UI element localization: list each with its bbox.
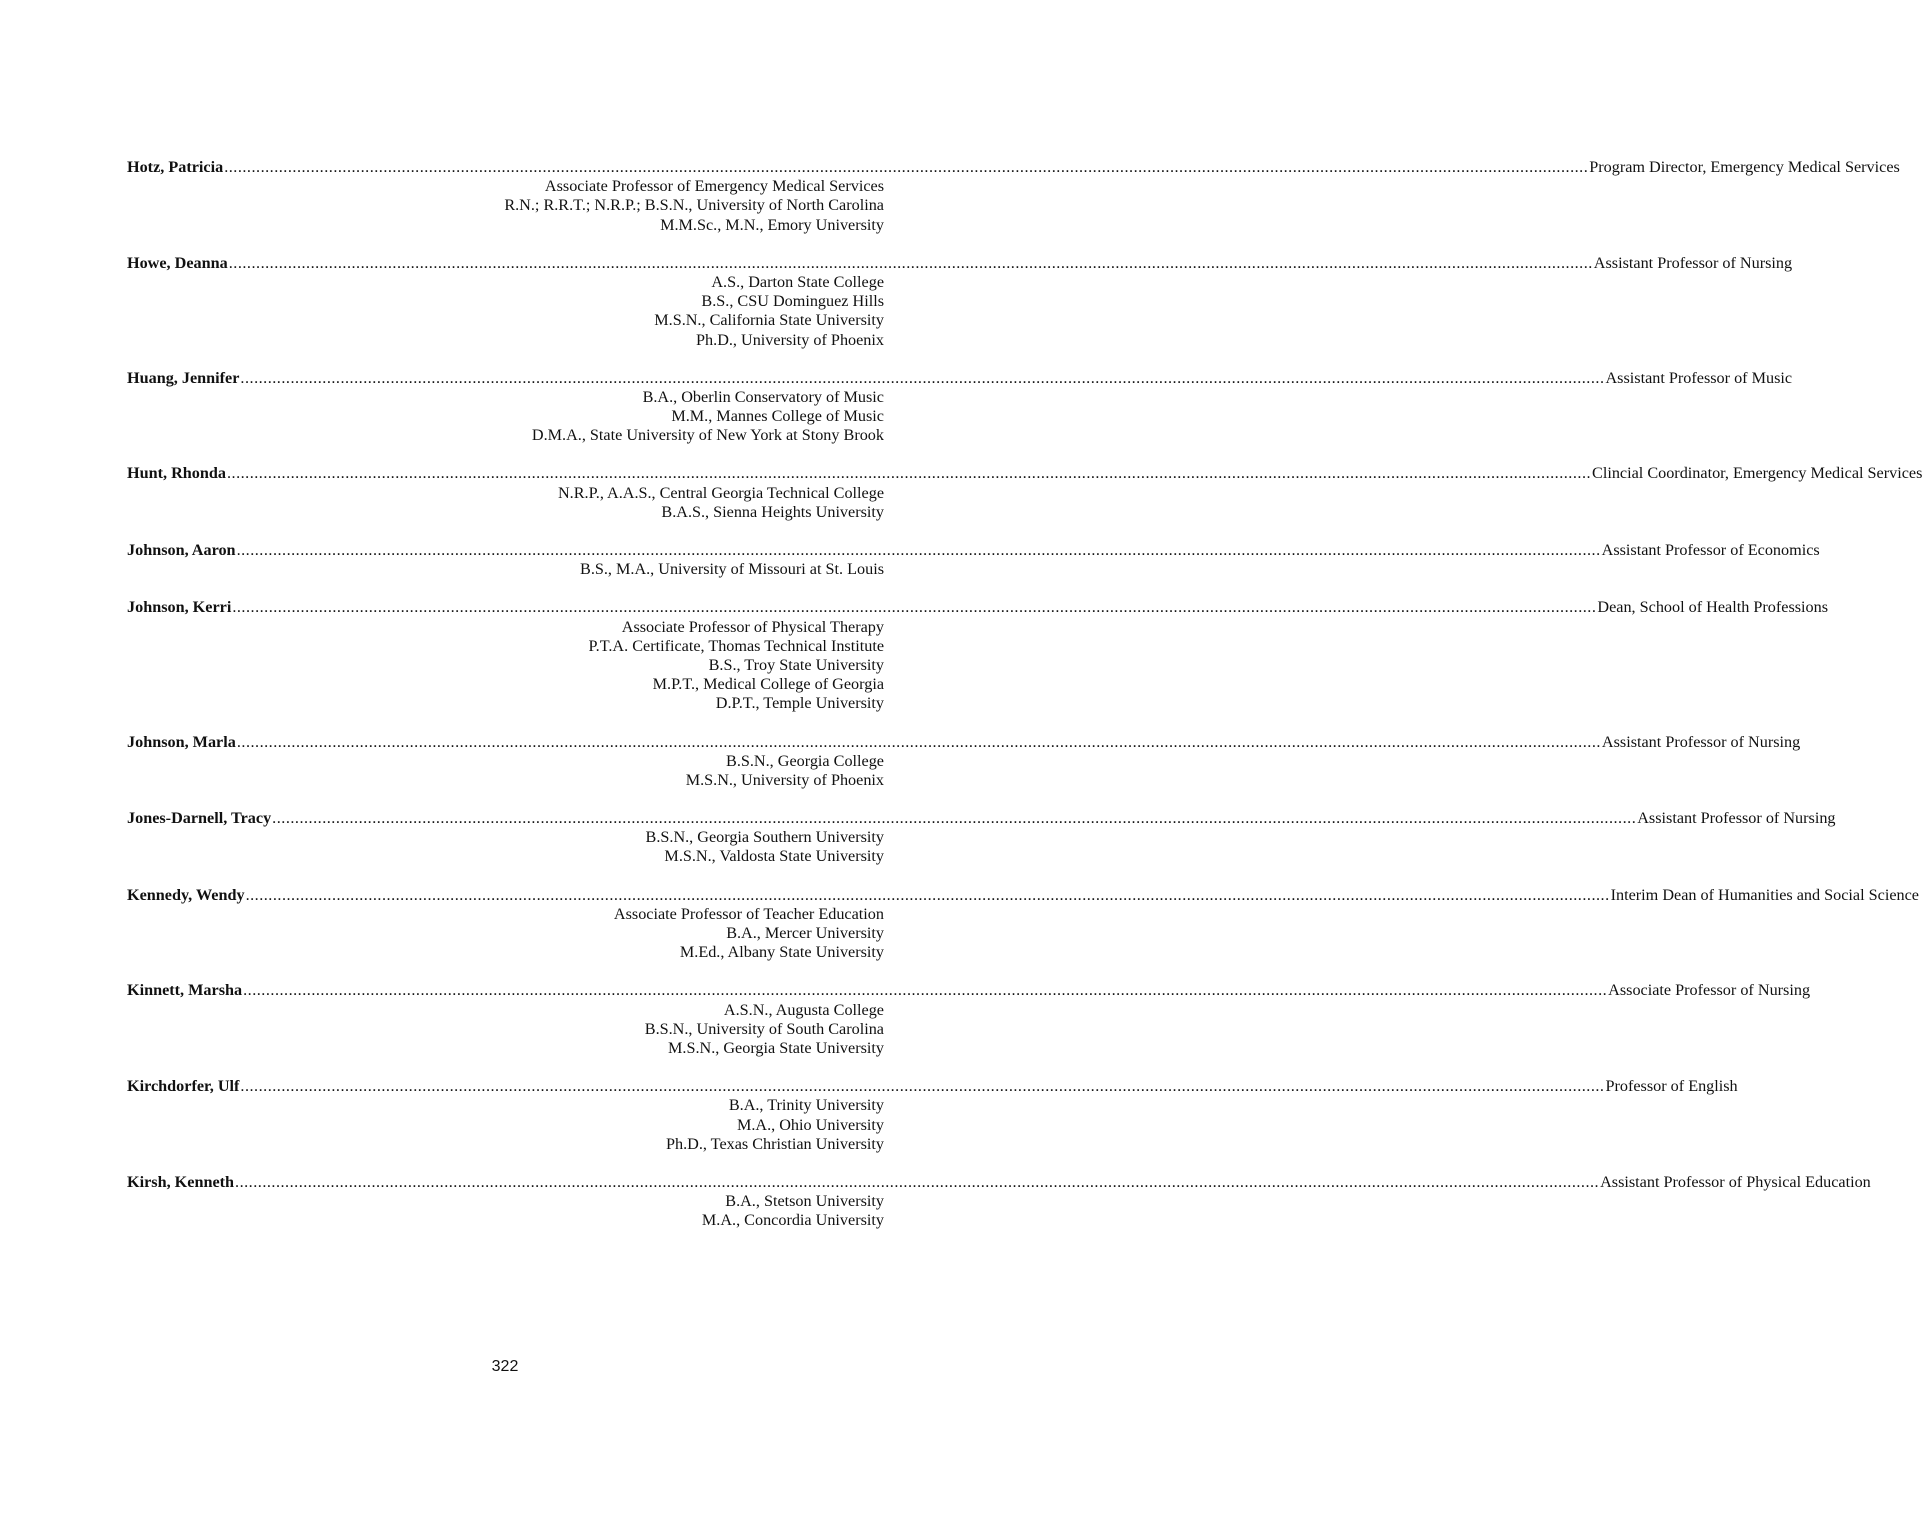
entry-heading-line [127, 158, 1900, 177]
entry-heading-line [127, 732, 1801, 752]
faculty-entry [127, 1172, 1871, 1231]
page-number: 322 [491, 1358, 519, 1375]
entry-heading-line [127, 1172, 1871, 1192]
faculty-entry [127, 253, 1793, 350]
faculty-credential: M.S.N., California State University [654, 311, 884, 330]
faculty-entry [127, 885, 1919, 963]
faculty-credential: D.M.A., State University of New York at Stony Brook [531, 426, 884, 445]
faculty-title: Assistant Professor of Economics [1601, 541, 1820, 559]
faculty-name: Johnson, Aaron [127, 541, 236, 559]
faculty-title: Assistant Professor of Physical Education [1600, 1172, 1871, 1191]
faculty-entry [127, 158, 1900, 235]
faculty-title: Assistant Professor of Music [1605, 368, 1793, 387]
faculty-credential: Ph.D., University of Phoenix [696, 330, 884, 349]
entry-heading-line [127, 885, 1919, 905]
faculty-credential: M.M.Sc., M.N., Emory University [660, 215, 884, 234]
faculty-entry [127, 981, 1811, 1058]
faculty-credential: P.T.A. Certificate, Thomas Technical Institute [588, 636, 884, 655]
faculty-credential: B.A.S., Sienna Heights University [661, 502, 884, 521]
faculty-credential: M.S.N., Valdosta State University [664, 847, 884, 866]
faculty-credential: B.S.N., University of South Carolina [644, 1019, 884, 1038]
faculty-credential: D.P.T., Temple University [715, 694, 884, 713]
entry-heading-line [127, 368, 1793, 388]
dot-leader: ............................................................................................................................................................................................................................................................................................................ [226, 464, 1592, 483]
faculty-credential: B.S.N., Georgia College [726, 751, 884, 770]
faculty-entry [127, 598, 1829, 713]
faculty-entry [127, 368, 1793, 446]
dot-leader: ............................................................................................................................................................................................................................................................................................................ [272, 809, 1637, 828]
faculty-entry [127, 1077, 1738, 1154]
faculty-credential: Ph.D., Texas Christian University [666, 1134, 884, 1153]
faculty-title: Assistant Professor of Nursing [1601, 732, 1801, 751]
faculty-credential: Associate Professor of Teacher Education [613, 904, 884, 923]
faculty-credential: A.S.N., Augusta College [723, 1000, 884, 1019]
faculty-name: Howe, Deanna [127, 253, 228, 272]
faculty-title: Professor of English [1605, 1077, 1738, 1096]
faculty-entry [127, 732, 1801, 791]
dot-leader: ............................................................................................................................................................................................................................................................................................................ [240, 1077, 1605, 1096]
faculty-title: Interim Dean of Humanities and Social Science [1610, 885, 1919, 904]
dot-leader: ............................................................................................................................................................................................................................................................................................................ [236, 541, 1601, 559]
faculty-name: Johnson, Kerri [127, 598, 232, 617]
faculty-title: Associate Professor of Nursing [1608, 981, 1811, 1000]
entry-heading-line [127, 809, 1836, 828]
faculty-entry [127, 464, 1922, 522]
faculty-credential: Associate Professor of Emergency Medical Services [544, 177, 884, 196]
faculty-credential: B.S., Troy State University [708, 655, 884, 674]
faculty-credential: N.R.P., A.A.S., Central Georgia Technical College [557, 483, 884, 502]
faculty-credential: M.Ed., Albany State University [679, 943, 884, 962]
dot-leader: ............................................................................................................................................................................................................................................................................................................ [245, 885, 1610, 904]
dot-leader: ............................................................................................................................................................................................................................................................................................................ [236, 732, 1601, 751]
faculty-name: Kirchdorfer, Ulf [127, 1077, 240, 1096]
faculty-title: Clincial Coordinator, Emergency Medical Services [1592, 464, 1922, 483]
faculty-credential: B.A., Mercer University [726, 924, 884, 942]
entry-heading-line [127, 541, 1820, 560]
faculty-credential: M.A., Ohio University [736, 1115, 884, 1134]
faculty-title: Program Director, Emergency Medical Services [1589, 158, 1900, 176]
faculty-credential: M.P.T., Medical College of Georgia [652, 675, 884, 694]
dot-leader: ............................................................................................................................................................................................................................................................................................................ [235, 1172, 1600, 1191]
faculty-credential: A.S., Darton State College [711, 272, 884, 291]
dot-leader: ............................................................................................................................................................................................................................................................................................................ [228, 253, 1593, 272]
faculty-name: Kirsh, Kenneth [127, 1172, 235, 1191]
faculty-name: Hunt, Rhonda [127, 464, 226, 483]
faculty-credential: B.S., CSU Dominguez Hills [701, 292, 884, 311]
faculty-credential: B.A., Oberlin Conservatory of Music [642, 387, 884, 406]
entry-heading-line [127, 1077, 1738, 1096]
faculty-directory-list [127, 158, 1922, 1249]
faculty-credential: M.S.N., Georgia State University [668, 1038, 884, 1057]
faculty-credential: R.N.; R.R.T.; N.R.P.; B.S.N., University of North Carolina [504, 196, 884, 215]
faculty-credential: M.S.N., University of Phoenix [685, 770, 884, 789]
entry-heading-line [127, 464, 1922, 483]
faculty-name: Kinnett, Marsha [127, 981, 243, 1000]
faculty-name: Johnson, Marla [127, 732, 236, 751]
dot-leader: ............................................................................................................................................................................................................................................................................................................ [224, 158, 1589, 176]
entry-heading-line [127, 981, 1811, 1000]
faculty-title: Dean, School of Health Professions [1597, 598, 1829, 617]
faculty-name: Hotz, Patricia [127, 158, 224, 176]
dot-leader: ............................................................................................................................................................................................................................................................................................................ [240, 368, 1605, 387]
faculty-entry [127, 541, 1820, 579]
faculty-name: Huang, Jennifer [127, 368, 240, 387]
faculty-credential: B.A., Trinity University [728, 1096, 884, 1115]
dot-leader: ............................................................................................................................................................................................................................................................................................................ [232, 598, 1597, 617]
faculty-credential: B.S.N., Georgia Southern University [645, 828, 884, 847]
faculty-entry [127, 809, 1836, 867]
faculty-name: Kennedy, Wendy [127, 885, 245, 904]
faculty-title: Assistant Professor of Nursing [1593, 253, 1793, 272]
faculty-credential: Associate Professor of Physical Therapy [621, 617, 884, 636]
faculty-title: Assistant Professor of Nursing [1637, 809, 1836, 828]
faculty-credential: M.A., Concordia University [701, 1211, 884, 1230]
faculty-credential: B.A., Stetson University [725, 1192, 884, 1211]
faculty-credential: B.S., M.A., University of Missouri at St. Louis [580, 560, 884, 579]
faculty-name: Jones-Darnell, Tracy [127, 809, 272, 828]
faculty-credential: M.M., Mannes College of Music [671, 407, 884, 426]
dot-leader: ............................................................................................................................................................................................................................................................................................................ [243, 981, 1608, 1000]
entry-heading-line [127, 598, 1829, 617]
entry-heading-line [127, 253, 1793, 273]
